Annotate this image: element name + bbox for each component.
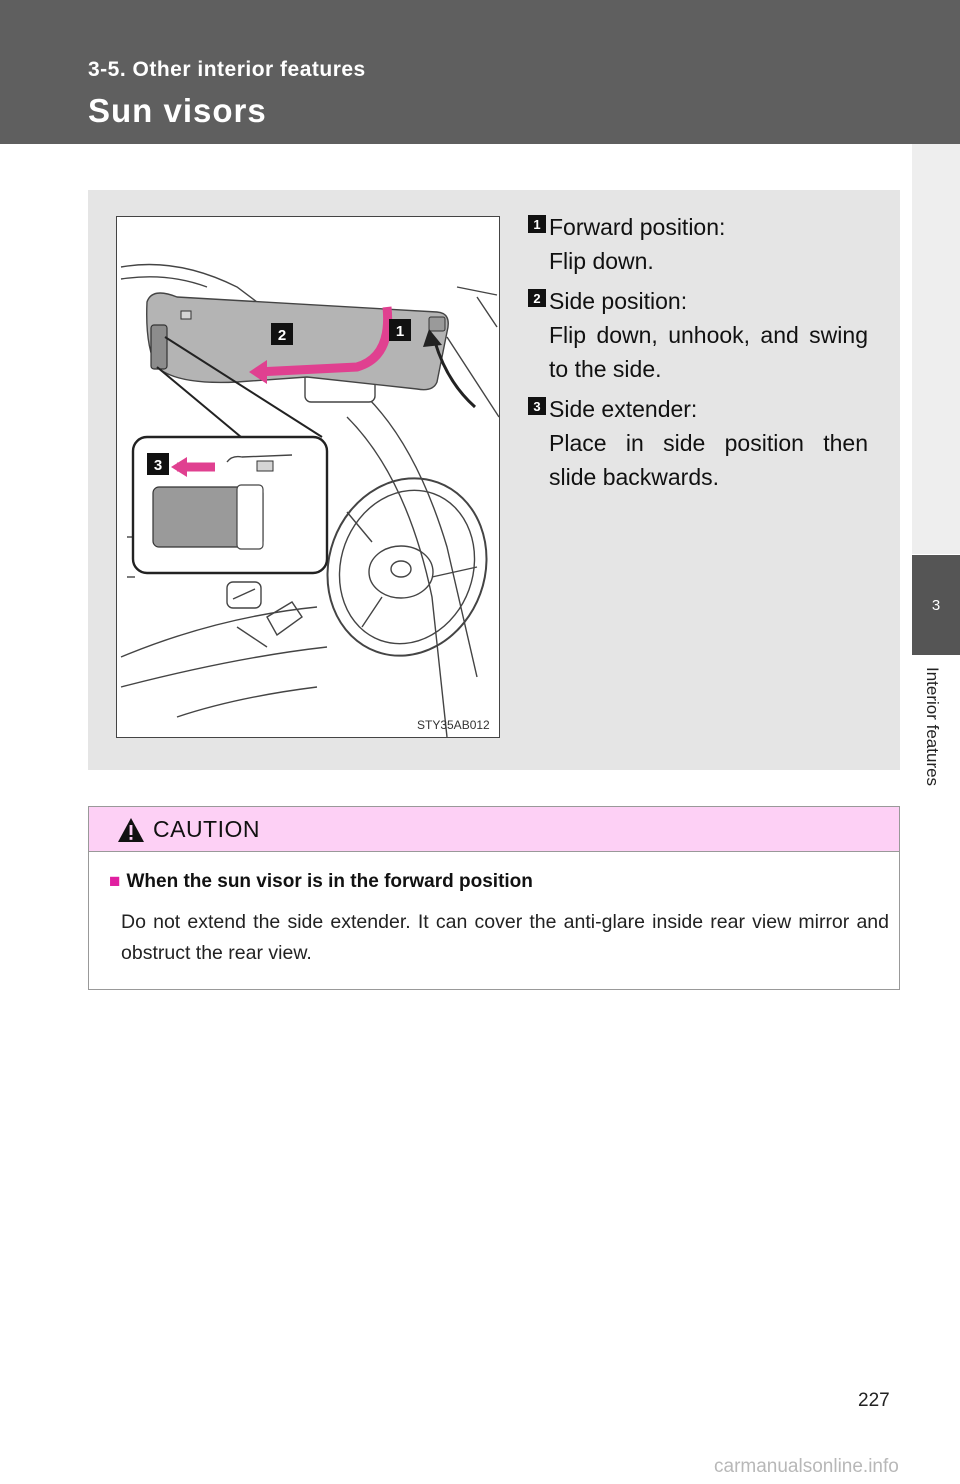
chapter-label-area bbox=[912, 655, 960, 915]
step-number-2: 2 bbox=[528, 289, 546, 307]
caution-heading bbox=[109, 871, 533, 893]
step-title: Side extender: bbox=[549, 396, 698, 422]
chapter-tab[interactable] bbox=[912, 555, 960, 655]
step-number-3: 3 bbox=[528, 397, 546, 415]
sun-visor-illustration bbox=[116, 216, 500, 738]
callout-3 bbox=[147, 453, 169, 475]
caution-box bbox=[88, 806, 900, 990]
step-list bbox=[528, 210, 868, 500]
step-item bbox=[528, 284, 868, 386]
step-title: Side position: bbox=[549, 288, 688, 314]
section-label: 3-5. Other interior features bbox=[88, 58, 366, 81]
caution-body: Do not extend the side extender. It can cover the anti-glare inside rear view mirror and obstruct the rear view. bbox=[121, 911, 889, 964]
warning-triangle-icon bbox=[117, 817, 145, 843]
svg-text:3: 3 bbox=[153, 457, 163, 474]
caution-header bbox=[89, 807, 899, 852]
step-description: Flip down, unhook, and swing to the side. bbox=[549, 322, 868, 382]
step-number-1: 1 bbox=[528, 215, 546, 233]
caution-label: CAUTION bbox=[153, 816, 260, 842]
step-description: Flip down. bbox=[549, 248, 654, 274]
chapter-label: Interior features bbox=[923, 667, 942, 787]
svg-text:1: 1 bbox=[395, 323, 405, 340]
callout-1 bbox=[389, 319, 411, 341]
page-title: Sun visors bbox=[88, 92, 267, 129]
square-bullet-icon: ■ bbox=[109, 871, 121, 892]
callout-2 bbox=[271, 323, 293, 345]
page-number: 227 bbox=[858, 1390, 890, 1411]
watermark: carmanualsonline.info bbox=[714, 1456, 899, 1477]
side-tab-spacer bbox=[912, 144, 960, 554]
page-header bbox=[0, 0, 960, 144]
sun-visor-drawing bbox=[117, 217, 499, 737]
step-item bbox=[528, 210, 868, 278]
svg-text:2: 2 bbox=[277, 327, 287, 344]
figure-code: STY35AB012 bbox=[417, 718, 490, 732]
step-title: Forward position: bbox=[549, 214, 726, 240]
caution-heading-text: When the sun visor is in the forward position bbox=[126, 871, 533, 892]
chapter-number: 3 bbox=[931, 596, 941, 614]
step-item bbox=[528, 392, 868, 494]
step-description: Place in side position then slide backwards. bbox=[549, 430, 868, 490]
